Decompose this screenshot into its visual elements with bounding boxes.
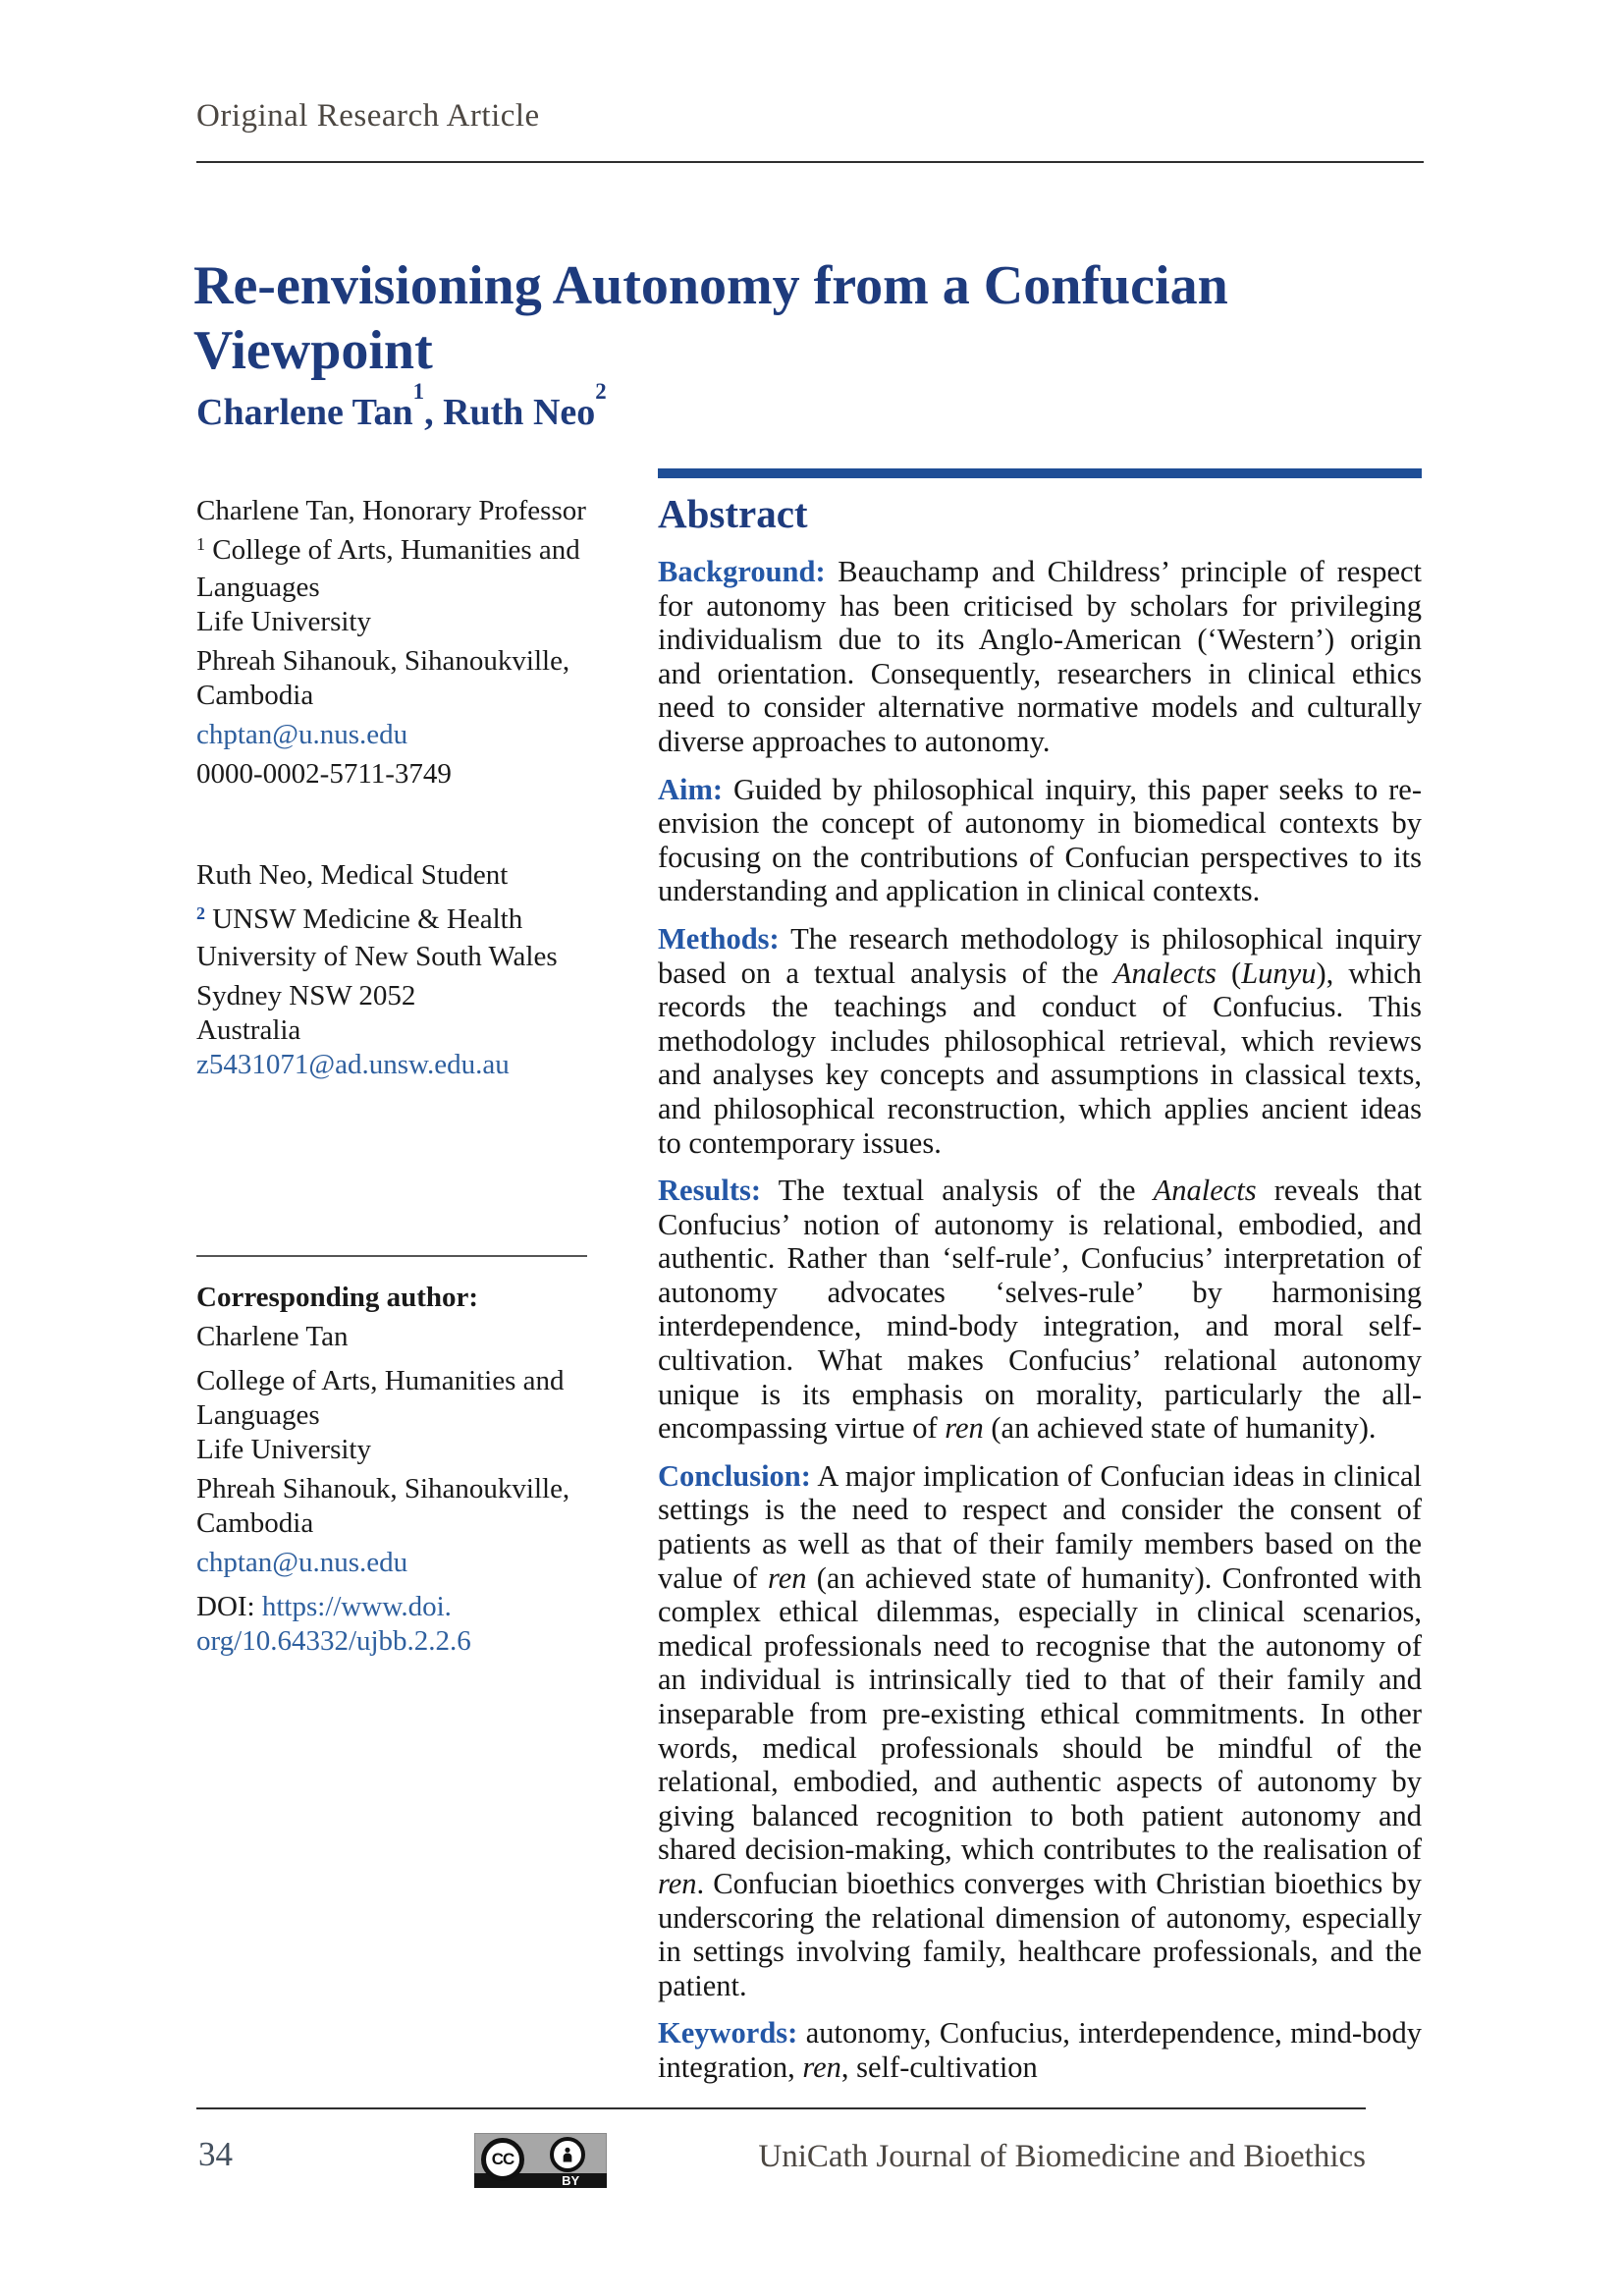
article-type-label: Original Research Article bbox=[196, 98, 540, 134]
cc-by-license-badge[interactable] bbox=[474, 2133, 607, 2188]
corresponding-author-block bbox=[196, 1281, 587, 1659]
author1-email-line bbox=[196, 718, 587, 752]
abstract-paragraph-background: Background: Beauchamp and Childress’ principle of respect for autonomy has been criticised by scholars for privileging individualism due to its Anglo-American (‘Western’) origin and orientation. Consequently, researchers in clinical ethics need to consider alternative normative models and culturally diverse approaches to autonomy. bbox=[658, 555, 1422, 758]
author-separator: , bbox=[424, 392, 444, 433]
corresponding-email-link[interactable]: chptan@u.nus.edu bbox=[196, 1547, 408, 1578]
author2-email-link[interactable]: z5431071@ad.unsw.edu.au bbox=[196, 1049, 510, 1080]
cc-person-icon bbox=[550, 2137, 585, 2172]
header-divider bbox=[196, 161, 1424, 163]
author1-address-line: Phreah Sihanouk, Sihanoukville, bbox=[196, 645, 570, 677]
author2-role-line: Ruth Neo, Medical Student bbox=[196, 859, 509, 891]
author1-role-line: Charlene Tan, Honorary Professor bbox=[196, 495, 586, 526]
corresponding-name: Charlene Tan bbox=[196, 1321, 349, 1352]
cc-icon-label: CC bbox=[491, 2150, 514, 2168]
corresponding-institution: Life University bbox=[196, 1434, 371, 1465]
author1-info-block bbox=[196, 494, 587, 792]
author-name-2: Ruth Neo bbox=[443, 392, 596, 433]
corresponding-divider bbox=[196, 1255, 587, 1257]
author2-address bbox=[196, 979, 587, 1082]
corresponding-country: Cambodia bbox=[196, 1507, 314, 1539]
author1-institution: Life University bbox=[196, 606, 371, 637]
author1-department: College of Arts, Humanities and Languages bbox=[196, 534, 580, 603]
author1-country: Cambodia bbox=[196, 680, 314, 711]
abstract-paragraph-aim: Aim: Guided by philosophical inquiry, this paper seeks to re-envision the concept of autonomy in biomedical contexts by focusing on the contributions of Confucian perspectives to its understanding and application in clinical contexts. bbox=[658, 772, 1422, 908]
author2-info-block bbox=[196, 858, 587, 1082]
corresponding-department: College of Arts, Humanities and Languages bbox=[196, 1365, 565, 1431]
corresponding-address bbox=[196, 1472, 587, 1541]
page-title: Re-envisioning Autonomy from a Confucian Viewpoint bbox=[193, 254, 1228, 381]
page-number: 34 bbox=[198, 2135, 233, 2173]
author1-affiliation-sup: 1 bbox=[196, 534, 205, 555]
author-name-1: Charlene Tan bbox=[196, 392, 413, 433]
abstract-paragraph-conclusion: Conclusion: A major implication of Confucian ideas in clinical settings is the need to respect and consider the consent of patients as well as that of their family members based on the value of ren (an achieved state of humanity). Confronted with complex ethical dilemmas, especially in clinical scenarios, medical professionals need to recognise that the autonomy of an individual is intrinsically tied to that of their family and inseparable from pre-existing ethical commitments. In other words, medical professionals should be mindful of the relational, embodied, and authentic aspects of autonomy by giving balanced recognition to both patient autonomy and shared decision-making, which contributes to the realisation of ren. Confucian bioethics converges with Christian bioethics by underscoring the relational dimension of autonomy, especially in settings involving family, healthcare professionals, and the patient. bbox=[658, 1458, 1422, 2002]
doi-line bbox=[196, 1590, 587, 1659]
author2-country: Australia bbox=[196, 1014, 301, 1046]
author2-institution: University of New South Wales bbox=[196, 941, 558, 972]
abstract-column bbox=[658, 468, 1422, 2099]
journal-name: UniCath Journal of Biomedicine and Bioethics bbox=[758, 2139, 1366, 2174]
corresponding-email-line bbox=[196, 1546, 587, 1580]
cc-by-label: BY bbox=[562, 2173, 580, 2188]
cc-icon bbox=[481, 2138, 524, 2181]
author-affiliation-sup-1: 1 bbox=[412, 378, 425, 404]
author-info-column bbox=[196, 494, 587, 1664]
abstract-divider-bar bbox=[658, 468, 1422, 478]
author2-affiliation-sup: 2 bbox=[196, 903, 205, 924]
doi-url-part2: org/10.64332/ujbb.2.2.6 bbox=[196, 1625, 471, 1657]
authors-line bbox=[196, 378, 607, 434]
doi-url-part1: https://www.doi. bbox=[261, 1591, 452, 1622]
author2-department: UNSW Medicine & Health bbox=[212, 903, 523, 935]
author1-orcid: 0000-0002-5711-3749 bbox=[196, 758, 452, 790]
doi-label: DOI: bbox=[196, 1591, 262, 1622]
page-footer bbox=[196, 2107, 1366, 2217]
abstract-paragraph-methods: Methods: The research methodology is philosophical inquiry based on a textual analysis of the Analects (Lunyu), which records the teachings and conduct of Confucius. This methodology includes philosophical retrieval, which reviews and analyses key concepts and assumptions in classical texts, and philosophical reconstruction, which applies ancient ideas to contemporary issues. bbox=[658, 921, 1422, 1160]
abstract-paragraph-keywords: Keywords: autonomy, Confucius, interdependence, mind-body integration, ren, self-cultivation bbox=[658, 2016, 1422, 2084]
author2-affiliation bbox=[196, 902, 587, 974]
author2-address-line: Sydney NSW 2052 bbox=[196, 980, 416, 1011]
abstract-paragraph-results: Results: The textual analysis of the Analects reveals that Confucius’ notion of autonomy is relational, embodied, and authentic. Rather than ‘self-rule’, Confucius’ interpretation of autonomy advocates ‘selves-rule’ by harmonising interdependence, mind-body integration, and moral self-cultivation. What makes Confucius’ relational autonomy unique is its emphasis on morality, particularly the all-encompassing virtue of ren (an achieved state of humanity). bbox=[658, 1174, 1422, 1446]
author1-address bbox=[196, 644, 587, 713]
abstract-heading: Abstract bbox=[658, 491, 808, 536]
author1-email-link[interactable]: chptan@u.nus.edu bbox=[196, 719, 408, 750]
corresponding-address-line: Phreah Sihanouk, Sihanoukville, bbox=[196, 1473, 570, 1504]
corresponding-heading: Corresponding author: bbox=[196, 1282, 479, 1313]
author1-affiliation bbox=[196, 533, 587, 639]
author-affiliation-sup-2: 2 bbox=[595, 378, 607, 404]
corresponding-affiliation bbox=[196, 1364, 587, 1467]
